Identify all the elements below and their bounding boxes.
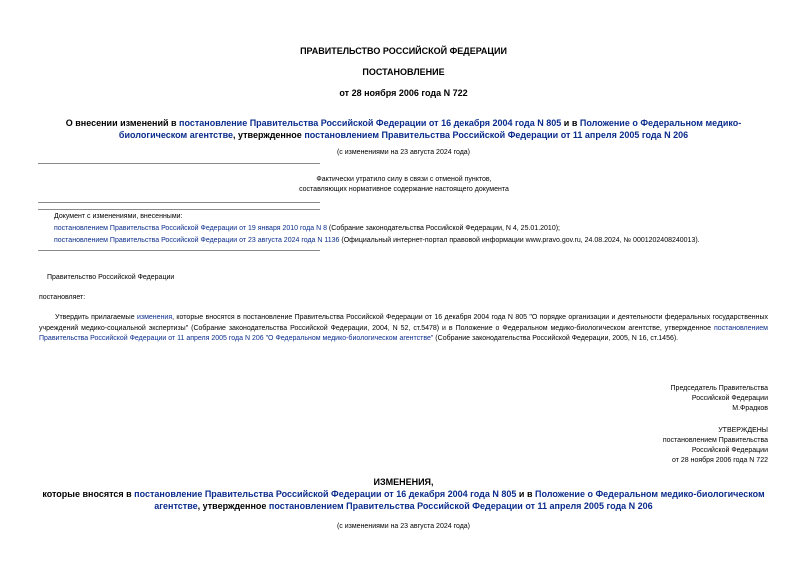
lapse-note	[282, 175, 526, 195]
changes-title-text: , утвержденное	[197, 501, 269, 511]
changes-link[interactable]: изменения	[136, 314, 173, 321]
title-text: и в	[561, 118, 580, 128]
changes-title-text: которые вносятся в	[42, 489, 135, 499]
changes-heading: ИЗМЕНЕНИЯ,	[373, 477, 434, 487]
resolution-paragraph	[39, 313, 768, 345]
revision-note: (с изменениями на 23 августа 2024 года)	[336, 149, 471, 156]
signature-name: М.Фрадков	[732, 405, 768, 412]
amendment-link-2010[interactable]: постановлением Правительства Российской Федерации от 19 января 2010 года N 8	[54, 225, 327, 232]
resolves-label: постановляет:	[39, 294, 86, 301]
title-link-fmba-regulation[interactable]: биологическом агентстве	[118, 130, 234, 140]
amendment-link-2024[interactable]: постановлением Правительства Российской Федерации от 23 августа 2024 года N 1136	[54, 237, 340, 244]
approval-heading: УТВЕРЖДЕНЫ	[718, 427, 768, 434]
changes-title	[0, 488, 807, 512]
title-link-805[interactable]: постановление Правительства Российской Федерации от 16 декабря 2004 года N 805	[179, 118, 562, 128]
amendment-source: (Собрание законодательства Российской Федерации, N 4, 25.01.2010);	[326, 225, 560, 232]
lapse-note-line: составляющих нормативное содержание настоящего документа	[299, 186, 509, 193]
signature-position: Российской Федерации	[691, 395, 768, 402]
organization-heading: ПРАВИТЕЛЬСТВО РОССИЙСКОЙ ФЕДЕРАЦИИ	[300, 46, 507, 56]
amendment-source: (Официальный интернет-портал правовой информации www.pravo.gov.ru, 24.08.2024, № 0001202408240013).	[339, 237, 700, 244]
regulation-206-link[interactable]: постановлением Правительства Российской Федерации от 11 апреля 2005 года N 206 "О Федеральном медико-биологическом агентстве"	[39, 324, 768, 342]
document-type: ПОСТАНОВЛЕНИЕ	[362, 67, 445, 77]
changes-link-fmba-regulation[interactable]: Положение о Федеральном медико-биологическом	[534, 489, 765, 499]
paragraph-text: (Собрание законодательства Российской Федерации, 2005, N 16, ст.1456).	[433, 335, 679, 342]
approval-block	[500, 426, 768, 466]
changes-revision-note: (с изменениями на 23 августа 2024 года)	[336, 523, 471, 530]
document-title	[0, 117, 807, 141]
amendment-item	[54, 236, 794, 246]
changes-title-text: и в	[516, 489, 535, 499]
title-text: , утвержденное	[233, 130, 305, 140]
changes-link-805[interactable]: постановление Правительства Российской Федерации от 16 декабря 2004 года N 805	[134, 489, 517, 499]
divider	[38, 163, 320, 164]
title-link-206[interactable]: постановлением Правительства Российской Федерации от 11 апреля 2005 года N 206	[304, 130, 689, 140]
approval-line: постановлением Правительства	[662, 437, 768, 444]
title-link-fmba-regulation[interactable]: Положение о Федеральном медико-	[579, 118, 742, 128]
amendment-item	[54, 224, 794, 234]
paragraph-text: Утвердить прилагаемые	[55, 314, 137, 321]
approval-line: от 28 ноября 2006 года N 722	[672, 457, 768, 464]
divider	[38, 250, 320, 251]
changes-link-206[interactable]: постановлением Правительства Российской Федерации от 11 апреля 2005 года N 206	[268, 501, 653, 511]
signature-block	[500, 384, 768, 414]
divider	[38, 202, 320, 203]
paragraph-text: , которые вносятся в постановление Правительства Российской Федерации от 16 декабря 2004 года N 805 "О порядке организации и деятельности федеральных государственных учреждений медико-социальной экспертизы" (Собрание законодательства Российской Федерации, 2004, N 52, ст.5478) и в Положение о Федеральном медико-биологическом агентстве, утвержденное	[39, 314, 768, 332]
signature-position: Председатель Правительства	[670, 385, 768, 392]
approval-line: Российской Федерации	[691, 447, 768, 454]
divider	[38, 209, 320, 210]
amendments-intro: Документ с изменениями, внесенными:	[54, 213, 183, 220]
changes-link-fmba-regulation[interactable]: агентстве	[154, 501, 198, 511]
lapse-note-line: Фактически утратило силу в связи с отменой пунктов,	[316, 176, 492, 183]
document-date-number: от 28 ноября 2006 года N 722	[339, 88, 468, 98]
government-label: Правительство Российской Федерации	[47, 274, 175, 281]
amendments-list	[54, 212, 794, 246]
title-text: О внесении изменений в	[65, 118, 180, 128]
